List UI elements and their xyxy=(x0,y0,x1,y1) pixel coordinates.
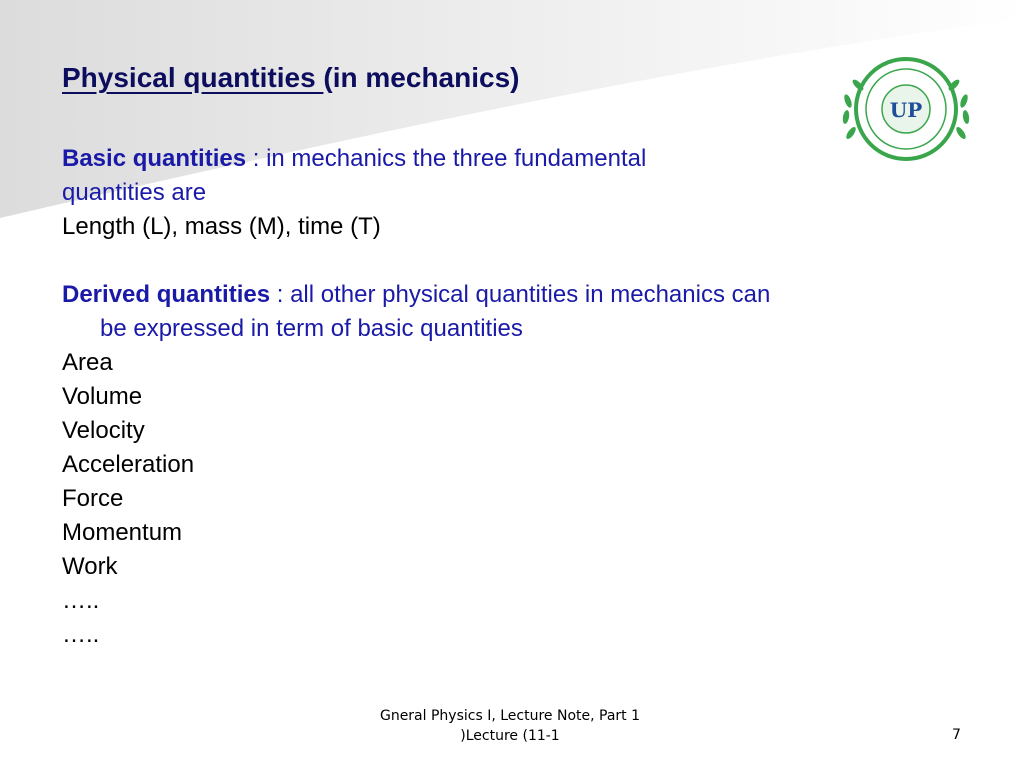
derived-item: Volume xyxy=(62,383,143,410)
basic-term: Basic quantities xyxy=(62,145,247,172)
derived-item: Velocity xyxy=(62,417,145,444)
svg-text:UP: UP xyxy=(889,98,923,122)
footer-line2: )Lecture (11-1 xyxy=(460,728,560,744)
slide-body xyxy=(62,142,942,652)
derived-quantities-definition xyxy=(62,278,942,312)
slide-title xyxy=(62,62,519,94)
page-number: 7 xyxy=(952,727,961,743)
title-main: Physical quantities xyxy=(62,62,324,93)
basic-definition-line2: quantities are xyxy=(62,179,207,206)
derived-definition-line1: : all other physical quantities in mechanics can xyxy=(270,281,771,308)
slide-footer xyxy=(360,706,660,746)
derived-definition-line2: be expressed in term of basic quantities xyxy=(100,315,523,342)
derived-item: Work xyxy=(62,553,118,580)
derived-item: Acceleration xyxy=(62,451,195,478)
derived-item: Momentum xyxy=(62,519,183,546)
basic-quantities-list: Length (L), mass (M), time (T) xyxy=(62,213,381,240)
title-sub: (in mechanics) xyxy=(323,62,520,93)
footer-line1: Gneral Physics I, Lecture Note, Part 1 xyxy=(379,708,641,724)
basic-quantities-definition xyxy=(62,142,942,176)
derived-item: Area xyxy=(62,349,113,376)
derived-item-ellipsis: ….. xyxy=(62,587,100,614)
derived-item: Force xyxy=(62,485,124,512)
basic-definition-line1: : in mechanics the three fundamental xyxy=(246,145,647,172)
derived-item-ellipsis: ….. xyxy=(62,621,100,648)
derived-term: Derived quantities xyxy=(62,281,271,308)
